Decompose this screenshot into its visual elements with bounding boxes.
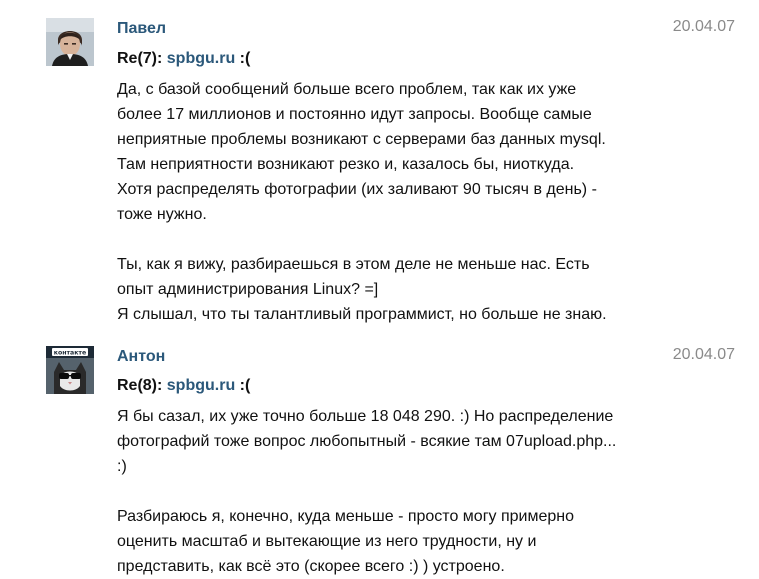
body-line: Там неприятности возникают резко и, казалось бы, ниоткуда. <box>117 156 575 173</box>
message-subject <box>117 377 250 395</box>
message-body <box>117 404 657 579</box>
body-line: :) <box>117 458 127 475</box>
message-body <box>117 77 657 327</box>
subject-suffix: :( <box>235 50 251 67</box>
message-date: 20.04.07 <box>672 346 735 363</box>
subject-prefix: Re(7): <box>117 50 167 67</box>
body-line: Я бы сазал, их уже точно больше 18 048 290. :) Но распределение <box>117 408 614 425</box>
body-line: неприятные проблемы возникают с серверами баз данных mysql. <box>117 131 606 148</box>
body-line: опыт администрирования Linux? =] <box>117 281 379 298</box>
body-line: Ты, как я вижу, разбираешься в этом деле не меньше нас. Есть <box>117 256 590 273</box>
avatar[interactable] <box>46 18 94 66</box>
avatar-cat-photo <box>46 346 94 394</box>
subject-suffix: :( <box>235 377 251 394</box>
body-line: Я слышал, что ты талантливый программист, но больше не знаю. <box>117 306 607 323</box>
body-line: тоже нужно. <box>117 206 207 223</box>
avatar[interactable] <box>46 346 94 394</box>
message-date: 20.04.07 <box>672 18 735 35</box>
body-line: фотографий тоже вопрос любопытный - всякие там 07upload.php... <box>117 433 617 450</box>
subject-link[interactable]: spbgu.ru <box>166 377 236 394</box>
body-line: оценить масштаб и вытекающие из него трудности, ну и <box>117 533 537 550</box>
subject-link[interactable]: spbgu.ru <box>166 50 236 67</box>
avatar-photo <box>46 18 94 66</box>
message-subject <box>117 50 250 68</box>
body-line: Хотя распределять фотографии (их заливают 90 тысяч в день) - <box>117 181 597 198</box>
subject-prefix: Re(8): <box>117 377 167 394</box>
body-line: Разбираюсь я, конечно, куда меньше - просто могу примерно <box>117 508 575 525</box>
body-line: более 17 миллионов и постоянно идут запросы. Вообще самые <box>117 106 592 123</box>
paragraph-spacer <box>117 479 657 504</box>
body-line: представить, как всё это (скорее всего :) ) устроено. <box>117 558 505 575</box>
author-name[interactable]: Павел <box>117 20 167 37</box>
author-name[interactable]: Антон <box>117 348 166 365</box>
avatar-badge: контакте <box>53 349 87 357</box>
paragraph-spacer <box>117 227 657 252</box>
body-line: Да, с базой сообщений больше всего проблем, так как их уже <box>117 81 577 98</box>
